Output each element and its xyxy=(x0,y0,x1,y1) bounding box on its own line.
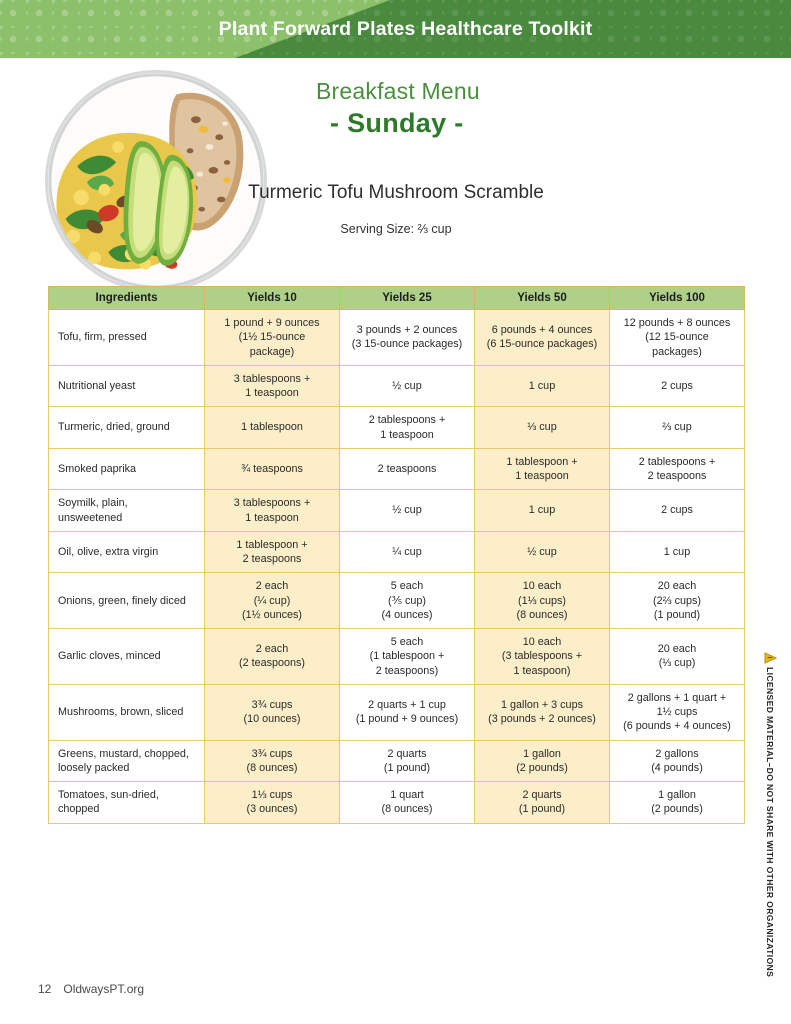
table-row xyxy=(49,490,745,532)
footer xyxy=(38,982,144,996)
cell-y25: 2 quarts (1 pound) xyxy=(340,740,475,782)
cell-ingredient: Oil, olive, extra virgin xyxy=(49,531,205,573)
cell-ingredient: Nutritional yeast xyxy=(49,365,205,407)
column-header-ingredients: Ingredients xyxy=(49,287,205,310)
table-row xyxy=(49,365,745,407)
licensed-notice xyxy=(757,652,783,977)
cell-ingredient: Greens, mustard, chopped, loosely packed xyxy=(49,740,205,782)
column-header-yields-10: Yields 10 xyxy=(205,287,340,310)
cell-y25: 1 quart (8 ounces) xyxy=(340,782,475,824)
cell-y25: 2 tablespoons + 1 teaspoon xyxy=(340,407,475,449)
cell-y100: 20 each (2⅔ cups) (1 pound) xyxy=(610,573,745,629)
cell-y100: 1 cup xyxy=(610,531,745,573)
cell-y100: 2 cups xyxy=(610,490,745,532)
cell-y100: 20 each (⅓ cup) xyxy=(610,629,745,685)
table-row xyxy=(49,573,745,629)
cell-y25: 5 each (1 tablespoon + 2 teaspoons) xyxy=(340,629,475,685)
cell-ingredient: Garlic cloves, minced xyxy=(49,629,205,685)
cell-ingredient: Smoked paprika xyxy=(49,448,205,490)
cell-y100: 2 cups xyxy=(610,365,745,407)
cell-y50: 1 cup xyxy=(475,490,610,532)
table-row xyxy=(49,448,745,490)
table-row xyxy=(49,740,745,782)
column-header-yields-25: Yields 25 xyxy=(340,287,475,310)
cell-y10: 2 each (2 teaspoons) xyxy=(205,629,340,685)
ingredients-table-container xyxy=(48,286,744,824)
cell-y10: 1 tablespoon + 2 teaspoons xyxy=(205,531,340,573)
cell-y25: ½ cup xyxy=(340,490,475,532)
cell-y25: ½ cup xyxy=(340,365,475,407)
cell-ingredient: Onions, green, finely diced xyxy=(49,573,205,629)
cell-y10: 1 pound + 9 ounces (1½ 15-ounce package) xyxy=(205,310,340,366)
column-header-yields-50: Yields 50 xyxy=(475,287,610,310)
cell-y10: 3 tablespoons + 1 teaspoon xyxy=(205,365,340,407)
cell-y25: ¼ cup xyxy=(340,531,475,573)
table-row xyxy=(49,629,745,685)
cell-y50: ⅓ cup xyxy=(475,407,610,449)
table-row xyxy=(49,684,745,740)
cell-y100: ⅔ cup xyxy=(610,407,745,449)
table-body xyxy=(49,310,745,824)
header-banner xyxy=(0,0,791,58)
cell-ingredient: Soymilk, plain, unsweetened xyxy=(49,490,205,532)
table-head xyxy=(49,287,745,310)
cell-y10: 1⅓ cups (3 ounces) xyxy=(205,782,340,824)
cell-y100: 2 tablespoons + 2 teaspoons xyxy=(610,448,745,490)
cell-y50: 6 pounds + 4 ounces (6 15-ounce packages) xyxy=(475,310,610,366)
cell-y50: 1 gallon + 3 cups (3 pounds + 2 ounces) xyxy=(475,684,610,740)
cell-y50: 10 each (1⅓ cups) (8 ounces) xyxy=(475,573,610,629)
table-row xyxy=(49,407,745,449)
cell-y50: ½ cup xyxy=(475,531,610,573)
cell-y100: 1 gallon (2 pounds) xyxy=(610,782,745,824)
cell-y50: 10 each (3 tablespoons + 1 teaspoon) xyxy=(475,629,610,685)
cell-y100: 12 pounds + 8 ounces (12 15-ounce packages) xyxy=(610,310,745,366)
cell-y100: 2 gallons (4 pounds) xyxy=(610,740,745,782)
column-header-yields-100: Yields 100 xyxy=(610,287,745,310)
warning-triangle-icon xyxy=(764,652,777,664)
cell-y10: 3¾ cups (10 ounces) xyxy=(205,684,340,740)
cell-y100: 2 gallons + 1 quart + 1½ cups (6 pounds + 4 ounces) xyxy=(610,684,745,740)
cell-y10: 3¾ cups (8 ounces) xyxy=(205,740,340,782)
cell-y50: 1 tablespoon + 1 teaspoon xyxy=(475,448,610,490)
page-number: 12 xyxy=(38,982,52,996)
toolkit-title: Plant Forward Plates Healthcare Toolkit xyxy=(218,17,593,40)
cell-y25: 2 teaspoons xyxy=(340,448,475,490)
table-row xyxy=(49,310,745,366)
cell-y10: 3 tablespoons + 1 teaspoon xyxy=(205,490,340,532)
menu-title: Breakfast Menu xyxy=(316,78,480,104)
cell-y10: ¾ teaspoons xyxy=(205,448,340,490)
cell-y25: 2 quarts + 1 cup (1 pound + 9 ounces) xyxy=(340,684,475,740)
day-title: - Sunday - xyxy=(330,108,464,138)
footer-site: OldwaysPT.org xyxy=(63,982,145,996)
licensed-notice-text: LICENSED MATERIAL–DO NOT SHARE WITH OTHER ORGANIZATIONS xyxy=(765,667,775,978)
serving-size: Serving Size: ⅔ cup xyxy=(340,222,452,236)
cell-y25: 3 pounds + 2 ounces (3 15-ounce packages) xyxy=(340,310,475,366)
table-row xyxy=(49,782,745,824)
cell-ingredient: Turmeric, dried, ground xyxy=(49,407,205,449)
table-row xyxy=(49,531,745,573)
cell-ingredient: Tomatoes, sun-dried, chopped xyxy=(49,782,205,824)
cell-y50: 1 gallon (2 pounds) xyxy=(475,740,610,782)
cell-y10: 2 each (¼ cup) (1½ ounces) xyxy=(205,573,340,629)
cell-y50: 1 cup xyxy=(475,365,610,407)
cell-ingredient: Mushrooms, brown, sliced xyxy=(49,684,205,740)
ingredients-table xyxy=(48,286,745,824)
cell-ingredient: Tofu, firm, pressed xyxy=(49,310,205,366)
cell-y10: 1 tablespoon xyxy=(205,407,340,449)
cell-y50: 2 quarts (1 pound) xyxy=(475,782,610,824)
recipe-photo-illustration xyxy=(48,73,264,289)
recipe-photo xyxy=(45,70,267,292)
table-header-row xyxy=(49,287,745,310)
recipe-title: Turmeric Tofu Mushroom Scramble xyxy=(248,182,544,203)
cell-y25: 5 each (⅗ cup) (4 ounces) xyxy=(340,573,475,629)
